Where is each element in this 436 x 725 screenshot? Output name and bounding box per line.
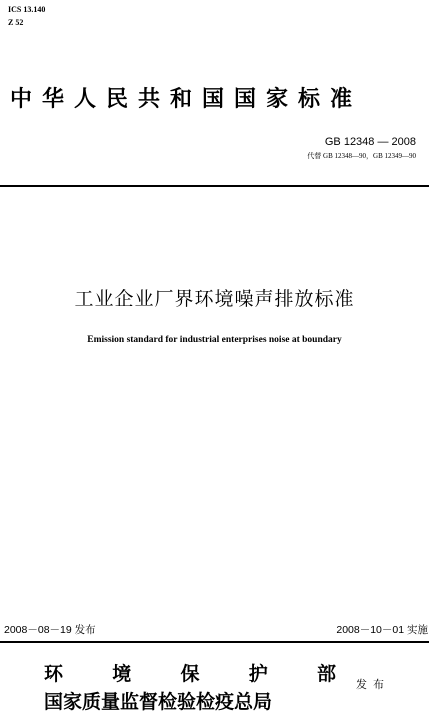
- header-title: 中华人民共和国国家标准: [10, 86, 363, 112]
- document-title-cn: 工业企业厂界环境噪声排放标准: [74, 288, 355, 310]
- implementation-date: 2008－10－01 实施: [336, 624, 428, 636]
- publisher-line-2: 国家质量监督检验检疫总局: [44, 691, 273, 713]
- replaces-note: 代替 GB 12348—90，GB 12349—90: [307, 152, 416, 160]
- standard-number: GB 12348 — 2008: [324, 136, 416, 148]
- issue-date: 2008－08－19 发布: [4, 624, 96, 636]
- ccs-code: Z 52: [8, 18, 24, 27]
- bottom-divider: [0, 641, 429, 643]
- issued-label: 发布: [356, 678, 390, 691]
- top-divider: [0, 185, 429, 187]
- publisher-line-1: 环 境 保 护 部: [44, 663, 336, 685]
- ics-code: ICS 13.140: [8, 5, 46, 14]
- document-title-en: Emission standard for industrial enterprises noise at boundary: [87, 335, 342, 345]
